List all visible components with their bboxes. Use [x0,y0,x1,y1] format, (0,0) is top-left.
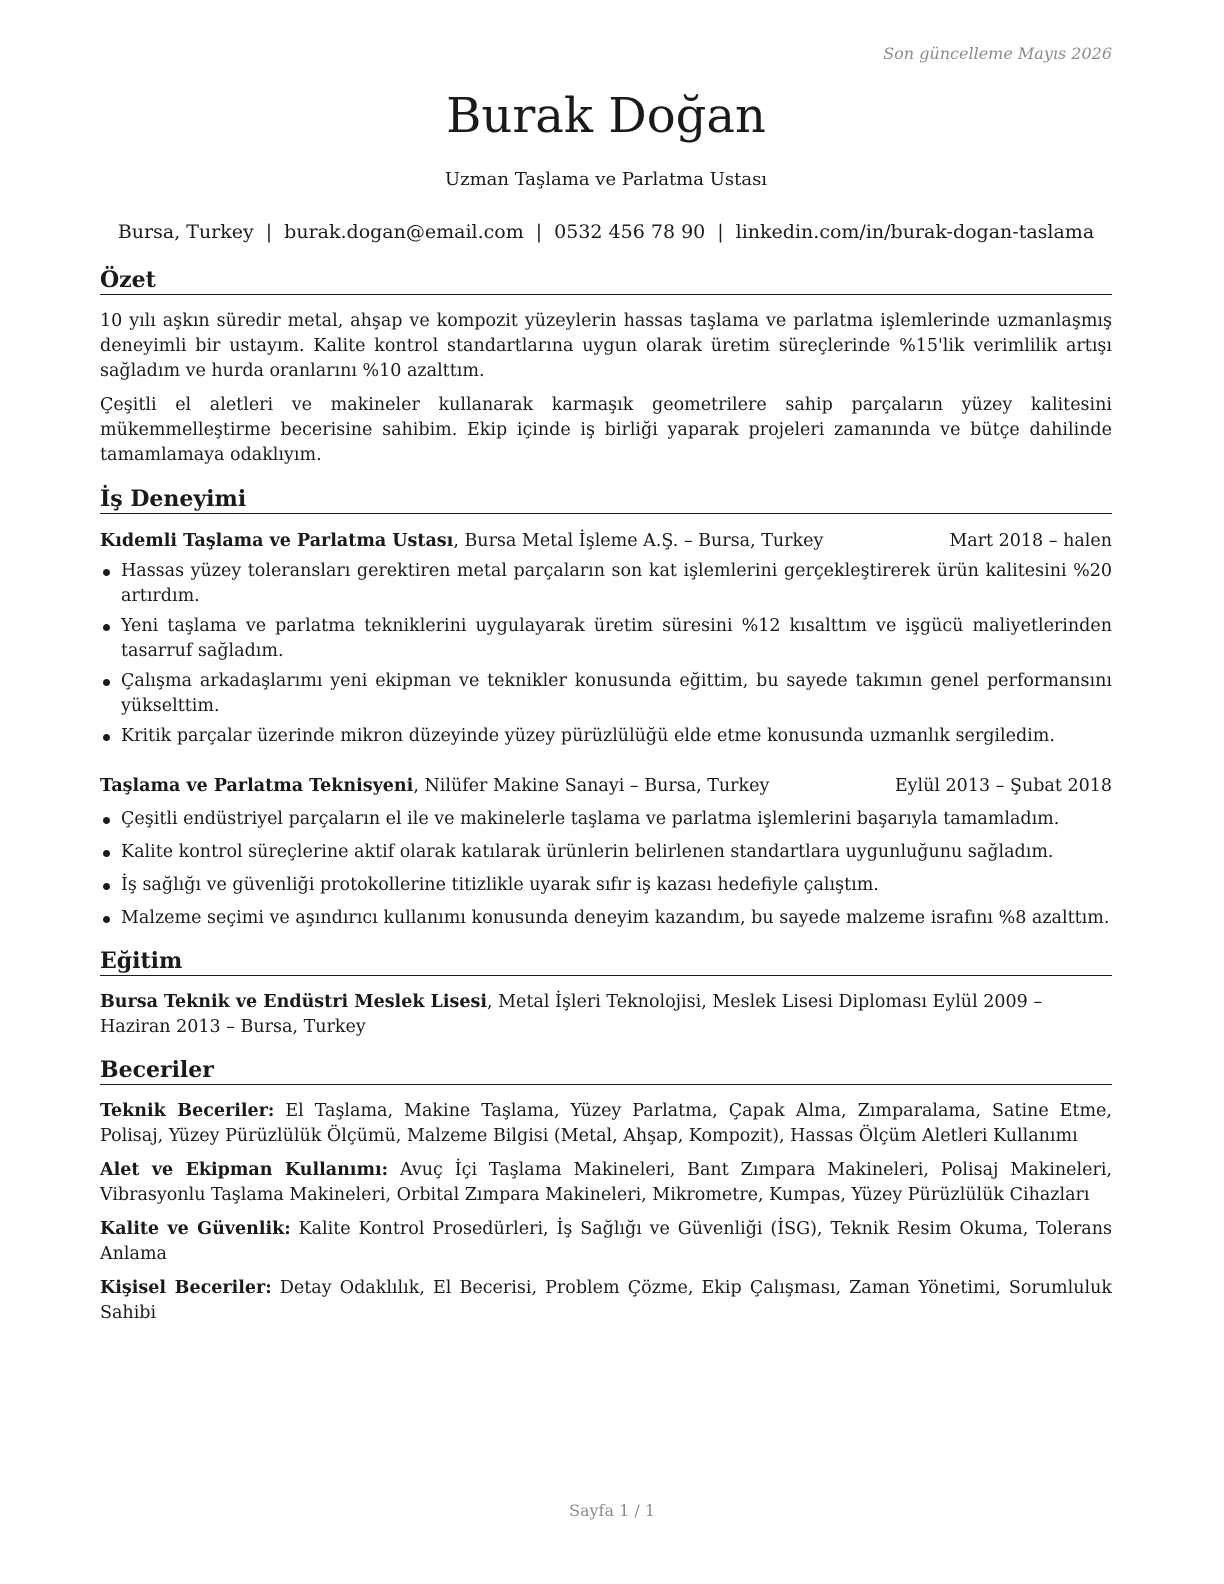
contact-line [100,219,1112,245]
job-bullet: Malzeme seçimi ve aşındırıcı kullanımı konusunda deneyim kazandım, bu sayede malzeme israfını %8 azalttım. [100,906,1112,931]
job-role: Taşlama ve Parlatma Teknisyeni [100,776,414,796]
job-company: , Nilüfer Makine Sanayi – Bursa, Turkey [413,776,770,796]
job-role-company [100,774,769,799]
contact-phone: 0532 456 78 90 [554,221,706,243]
job-role-company [100,529,823,554]
skill-text: El Taşlama, Makine Taşlama, Yüzey Parlatma, Çapak Alma, Zımparalama, Satine Etme, Polisaj, Yüzey Pürüzlülük Ölçümü, Malzeme Bilgisi (Metal, Ahşap, Kompozit), Hassas Ölçüm Aletleri Kullanımı [100,1101,1112,1146]
resume-content [100,84,1112,1326]
skill-text: Detay Odaklılık, El Becerisi, Problem Çözme, Ekip Çalışması, Zaman Yönetimi, Sorumluluk Sahibi [100,1278,1112,1323]
skill-label: Teknik Beceriler: [100,1101,275,1121]
job-header [100,774,1112,799]
job-bullet: Çalışma arkadaşlarımı yeni ekipman ve teknikler konusunda eğittim, bu sayede takımın genel performansını yükselttim. [100,669,1112,719]
job-bullet: Kritik parçalar üzerinde mikron düzeyinde yüzey pürüzlülüğü elde etme konusunda uzmanlık sergiledim. [100,724,1112,749]
job-bullet: İş sağlığı ve güvenliği protokollerine titizlikle uyarak sıfır iş kazası hedefiyle çalıştım. [100,873,1112,898]
summary-paragraph: 10 yılı aşkın süredir metal, ahşap ve kompozit yüzeylerin hassas taşlama ve parlatma işlemlerinde uzmanlaşmış deneyimli bir ustayım. Kalite kontrol standartlarına uygun olarak üretim süreçlerinde %15'lik verimlilik artışı sağladım ve hurda oranlarını %10 azalttım. [100,311,1112,381]
job-header [100,529,1112,554]
separator: | [535,221,543,243]
candidate-name: Burak Doğan [446,88,766,144]
education-entry [100,990,1112,1040]
job-bullet: Hassas yüzey toleransları gerektiren metal parçaların son kat işlemlerini gerçekleştirerek ürün kalitesini %20 artırdım. [100,559,1112,609]
skill-label: Alet ve Ekipman Kullanımı: [100,1160,389,1180]
skill-group [100,1276,1112,1326]
last-updated: Son güncelleme Mayıs 2026 [883,44,1112,63]
job-bullet: Yeni taşlama ve parlatma tekniklerini uygulayarak üretim süresini %12 kısalttım ve işgücü maliyetlerinden tasarruf sağladım. [100,614,1112,664]
job-dates: Eylül 2013 – Şubat 2018 [894,776,1112,796]
separator: | [265,221,273,243]
skill-text: Avuç İçi Taşlama Makineleri, Bant Zımpara Makineleri, Polisaj Makineleri, Vibrasyonlu Taşlama Makineleri, Orbital Zımpara Makineleri, Mikrometre, Kumpas, Yüzey Pürüzlülük Cihazları [100,1160,1112,1205]
education-details: , Metal İşleri Teknolojisi, Meslek Lisesi Diploması Eylül 2009 – Haziran 2013 – Bursa, Turkey [100,992,1043,1037]
job-role: Kıdemli Taşlama ve Parlatma Ustası [100,531,454,551]
summary-paragraph: Çeşitli el aletleri ve makineler kullanarak karmaşık geometrilere sahip parçaların yüzey kalitesini mükemmelleştirme becerisine sahibim. Ekip içinde iş birliği yaparak projeleri zamanında ve bütçe dahilinde tamamlamaya odaklıyım. [100,395,1112,465]
job-bullet: Kalite kontrol süreçlerine aktif olarak katılarak ürünlerin belirlenen standartlara uygunluğunu sağladım. [100,840,1112,865]
candidate-title: Uzman Taşlama ve Parlatma Ustası [444,169,768,190]
page-number: Sayfa 1 / 1 [568,1501,655,1520]
contact-linkedin[interactable]: linkedin.com/in/burak-dogan-taslama [735,221,1095,243]
education-heading: Eğitim [100,948,1112,976]
job-bullets [100,559,1112,749]
skills-heading: Beceriler [100,1057,1112,1085]
skill-group [100,1099,1112,1149]
contact-location: Bursa, Turkey [117,221,254,243]
job-bullet: Çeşitli endüstriyel parçaların el ile ve makinelerle taşlama ve parlatma işlemlerini başarıyla tamamladım. [100,807,1112,832]
school-name: Bursa Teknik ve Endüstri Meslek Lisesi [100,992,487,1012]
skill-label: Kişisel Beceriler: [100,1278,272,1298]
skill-group [100,1158,1112,1208]
summary-heading: Özet [100,267,1112,295]
experience-heading: İş Deneyimi [100,486,1112,514]
job-dates: Mart 2018 – halen [949,531,1112,551]
skill-label: Kalite ve Güvenlik: [100,1219,291,1239]
job-company: , Bursa Metal İşleme A.Ş. – Bursa, Turkey [453,531,824,551]
skill-text: Kalite Kontrol Prosedürleri, İş Sağlığı ve Güvenliği (İSG), Teknik Resim Okuma, Tolerans Anlama [100,1219,1112,1264]
contact-email[interactable]: burak.dogan@email.com [284,221,524,243]
separator: | [717,221,724,243]
job-bullets [100,807,1112,931]
skill-group [100,1217,1112,1267]
